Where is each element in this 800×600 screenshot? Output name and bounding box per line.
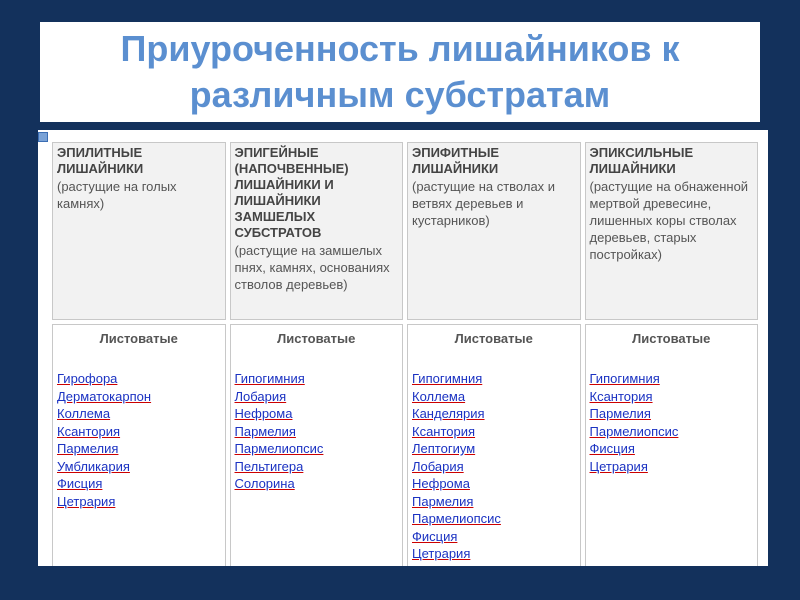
genus-link[interactable]: Пармелия	[234, 423, 296, 439]
genus-list-cell	[230, 324, 404, 566]
genus-list-item	[57, 458, 221, 476]
column-description: (растущие на обнаженной мертвой древесине, лишенных коры стволах деревьев, старых постройках)	[589, 179, 749, 262]
genus-link[interactable]: Лептогиум	[412, 441, 476, 456]
genus-list-item	[235, 423, 399, 441]
genus-list-item	[235, 458, 399, 476]
column-header-epilithic	[52, 142, 226, 320]
group-label: Листоватые	[632, 331, 711, 346]
genus-list-item	[590, 458, 754, 476]
genus-link[interactable]: Цетрария	[57, 493, 116, 509]
genus-list-item	[57, 475, 221, 493]
genus-list-item	[412, 440, 576, 458]
genus-list-item	[412, 545, 576, 563]
genus-link[interactable]: Ксантория	[589, 388, 653, 404]
genus-list-item	[57, 493, 221, 511]
substrate-table-panel	[38, 130, 768, 566]
genus-list-item	[235, 388, 399, 406]
genus-link[interactable]: Пармелия	[589, 406, 651, 421]
genus-link[interactable]: Гипогимния	[412, 371, 483, 386]
genus-list-item	[235, 370, 399, 388]
genus-link[interactable]: Фисция	[589, 441, 635, 456]
genus-list-item	[412, 528, 576, 546]
genus-link[interactable]: Нефрома	[412, 476, 470, 491]
genus-list-cell	[585, 324, 759, 566]
genus-list-item	[412, 423, 576, 441]
genus-list-item	[57, 405, 221, 423]
genus-list-item	[590, 440, 754, 458]
genus-list-item	[412, 370, 576, 388]
genus-link[interactable]: Гирофора	[57, 371, 118, 386]
genus-list-item	[412, 493, 576, 511]
genus-link[interactable]: Ксантория	[412, 423, 476, 439]
genus-link[interactable]: Пельтигера	[234, 458, 304, 474]
genus-list-item	[57, 440, 221, 458]
column-heading: ЭПИЛИТНЫЕ ЛИШАЙНИКИ	[57, 145, 144, 176]
genus-list-item	[57, 388, 221, 406]
genus-link[interactable]: Нефрома	[234, 406, 293, 421]
genus-link[interactable]: Пармелия	[412, 493, 474, 509]
column-heading: ЭПИКСИЛЬНЫЕ ЛИШАЙНИКИ	[589, 145, 694, 176]
genus-list-item	[412, 458, 576, 476]
genus-link[interactable]: Умбликария	[57, 458, 130, 474]
genus-link[interactable]: Коллема	[412, 388, 466, 404]
genus-list-item	[412, 475, 576, 493]
genus-link[interactable]: Гипогимния	[234, 371, 305, 386]
genus-link[interactable]: Пармелия	[57, 441, 119, 456]
genus-link[interactable]: Лобария	[412, 458, 464, 474]
genus-list-item	[590, 370, 754, 388]
genus-list-item	[412, 388, 576, 406]
title-banner	[40, 22, 760, 122]
column-description: (растущие на стволах и ветвях деревьев и кустарников)	[412, 179, 556, 228]
genus-list-item	[590, 405, 754, 423]
genus-link[interactable]: Фисция	[412, 528, 458, 544]
group-label: Листоватые	[454, 331, 533, 346]
genus-link[interactable]: Пармелиопсис	[234, 441, 324, 456]
genus-list	[590, 370, 754, 475]
table-header-row	[52, 142, 758, 320]
genus-link[interactable]: Пармелиопсис	[412, 511, 501, 526]
title-line-1: Приуроченность лишайников к	[120, 28, 680, 69]
genus-link[interactable]: Цетрария	[412, 546, 471, 561]
column-heading: ЭПИФИТНЫЕ ЛИШАЙНИКИ	[412, 145, 500, 176]
column-description: (растущие на голых камнях)	[57, 179, 177, 211]
column-description: (растущие на замшелых пнях, камнях, основаниях стволов деревьев)	[234, 243, 390, 292]
genus-list-item	[235, 440, 399, 458]
genus-link[interactable]: Лобария	[234, 388, 287, 404]
genus-list-item	[57, 423, 221, 441]
group-label: Листоватые	[277, 331, 356, 346]
column-heading: ЭПИГЕЙНЫЕ (НАПОЧВЕННЫЕ) ЛИШАЙНИКИ И ЛИШАЙНИКИ ЗАМШЕЛЫХ СУБСТРАТОВ	[234, 145, 349, 240]
genus-list-item	[57, 370, 221, 388]
genus-link[interactable]: Пармелиопсис	[589, 423, 679, 439]
genus-link[interactable]: Коллема	[57, 406, 111, 421]
genus-link[interactable]: Ксантория	[57, 423, 121, 439]
genus-list-item	[590, 388, 754, 406]
genus-list-item	[235, 475, 399, 493]
genus-list	[57, 370, 221, 510]
genus-link[interactable]: Фисция	[57, 476, 103, 491]
table-anchor-icon	[38, 132, 48, 142]
genus-list	[412, 370, 576, 563]
genus-list-cell	[407, 324, 581, 566]
substrate-table	[48, 138, 762, 566]
column-header-epigeic	[230, 142, 404, 320]
genus-list-item	[235, 405, 399, 423]
genus-link[interactable]: Канделярия	[412, 406, 485, 421]
genus-list	[235, 370, 399, 493]
genus-link[interactable]: Дерматокарпон	[57, 388, 152, 404]
page-title	[120, 26, 679, 118]
genus-list-cell	[52, 324, 226, 566]
genus-list-item	[590, 423, 754, 441]
column-header-epixylic	[585, 142, 759, 320]
genus-link[interactable]: Солорина	[234, 476, 295, 491]
table-body-row	[52, 324, 758, 566]
genus-list-item	[412, 405, 576, 423]
column-header-epiphytic	[407, 142, 581, 320]
genus-link[interactable]: Цетрария	[589, 458, 648, 474]
genus-link[interactable]: Гипогимния	[589, 371, 660, 386]
group-label: Листоватые	[99, 331, 178, 346]
title-line-2: различным субстратам	[189, 74, 611, 115]
genus-list-item	[412, 510, 576, 528]
